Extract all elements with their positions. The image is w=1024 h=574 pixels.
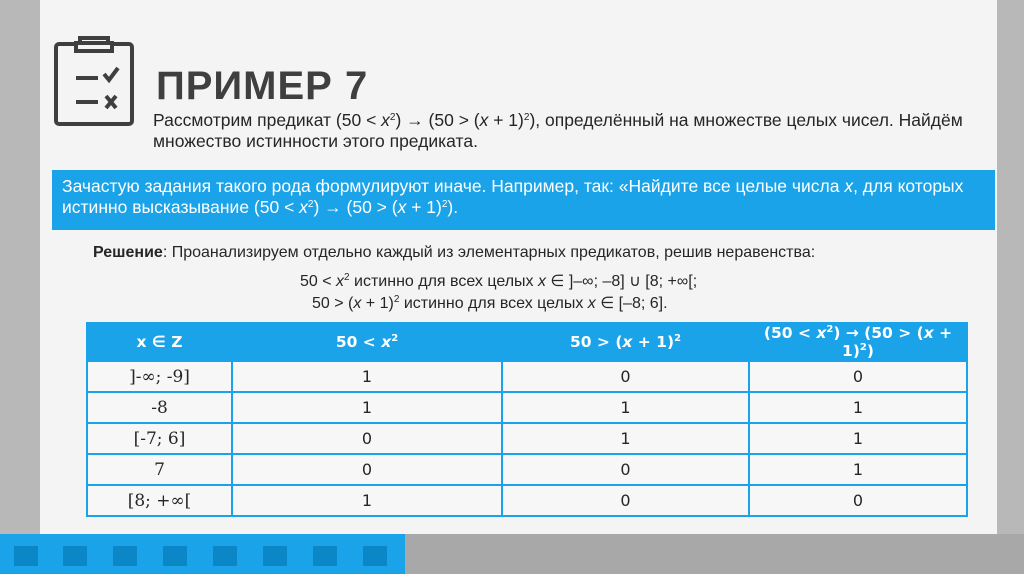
- slide-title: ПРИМЕР 7: [156, 64, 369, 108]
- table-cell: 0: [502, 485, 749, 516]
- table-cell: 7: [87, 454, 232, 485]
- table-cell: 1: [232, 485, 502, 516]
- condition-1: $50 < x^2$ истинно для всех целых x ∈ ]–∞; –8] ∪ [8; +∞[;: [300, 272, 698, 290]
- footer-decor-bar: [0, 534, 405, 574]
- table-row: [87, 454, 967, 485]
- header-domain: x ∈ Z: [87, 323, 232, 361]
- header-predicate-b: $50 > (x + 1)^2$: [502, 323, 749, 361]
- footer-square: [113, 546, 137, 566]
- table-cell: 1: [502, 423, 749, 454]
- table-header-row: [87, 323, 967, 361]
- table-cell: 1: [749, 392, 967, 423]
- right-margin-strip: [997, 0, 1024, 574]
- table-row: [87, 361, 967, 392]
- table-cell: ]-∞; -9]: [87, 361, 232, 392]
- table-row: [87, 485, 967, 516]
- clipboard-checklist-icon: [52, 34, 136, 126]
- footer-gray-bar: [405, 534, 1024, 574]
- table-cell: 1: [232, 361, 502, 392]
- footer-square: [163, 546, 187, 566]
- table-row: [87, 392, 967, 423]
- header-predicate-a: $50 < x^2$: [232, 323, 502, 361]
- table-cell: 0: [749, 361, 967, 392]
- table-cell: 0: [232, 454, 502, 485]
- table-cell: -8: [87, 392, 232, 423]
- table-cell: 1: [749, 454, 967, 485]
- footer-square: [263, 546, 287, 566]
- table-cell: 0: [749, 485, 967, 516]
- footer-square: [63, 546, 87, 566]
- table-cell: 1: [749, 423, 967, 454]
- table-cell: 1: [502, 392, 749, 423]
- table-cell: 0: [502, 361, 749, 392]
- footer-square: [14, 546, 38, 566]
- header-implication: $(50 < x^2) \to (50 > (x + 1)^2)$: [749, 323, 967, 361]
- truth-table: [86, 322, 968, 517]
- table-row: [87, 423, 967, 454]
- condition-2: $50 > (x + 1)^2$ истинно для всех целых x ∈ [–8; 6].: [312, 294, 668, 312]
- footer-square: [213, 546, 237, 566]
- table-cell: 0: [502, 454, 749, 485]
- callout-box: Зачастую задания такого рода формулируют иначе. Например, так: «Найдите все целые числа x, для которых истинно высказывание $(50 < x^2) \to (50 > (x + 1)^2)$.: [52, 170, 995, 230]
- table-cell: [-7; 6]: [87, 423, 232, 454]
- footer-square: [313, 546, 337, 566]
- intro-paragraph: Рассмотрим предикат $(50 < x^2) \to (50 > (x + 1)^2)$, определённый на множестве целых чисел. Найдём множество истинности этого предиката.: [153, 110, 963, 151]
- table-cell: 1: [232, 392, 502, 423]
- table-cell: [8; +∞[: [87, 485, 232, 516]
- footer-square: [363, 546, 387, 566]
- solution-line: Решение: Проанализируем отдельно каждый из элементарных предикатов, решив неравенства:: [93, 244, 816, 261]
- table-cell: 0: [232, 423, 502, 454]
